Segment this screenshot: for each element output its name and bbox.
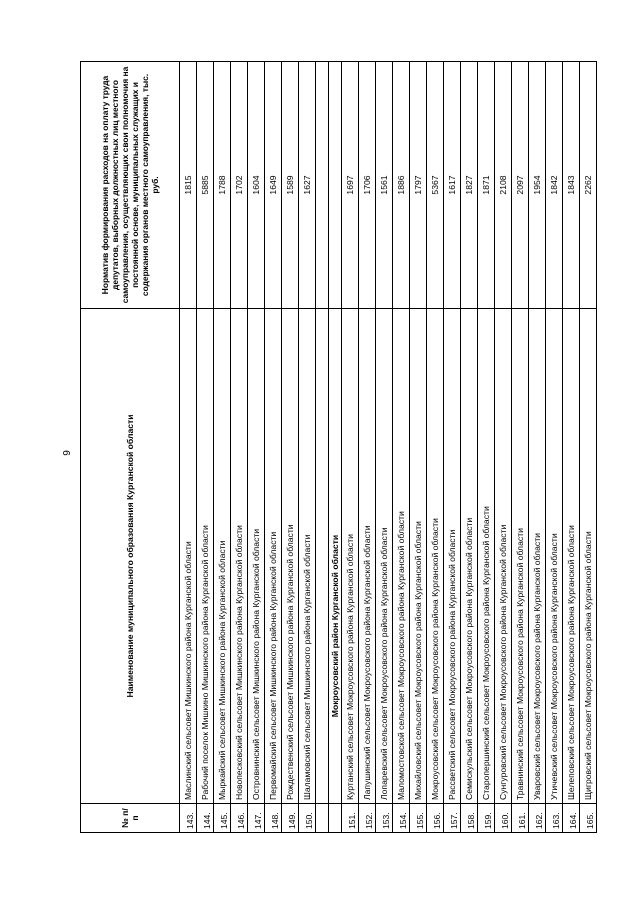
region-header-row [329, 61, 342, 832]
norm-value: 2262 [580, 61, 597, 308]
norm-value: 1702 [231, 61, 248, 308]
table-row [410, 61, 427, 832]
table-body-mishkino [180, 61, 316, 832]
row-number: 157. [444, 803, 461, 832]
row-number: 152. [359, 803, 376, 832]
row-number: 153. [376, 803, 393, 832]
municipality-name: Уваровский сельсовет Мокроусовского района Курганской области [529, 308, 546, 803]
norm-value: 1827 [461, 61, 478, 308]
table-row [197, 61, 214, 832]
table-row [180, 61, 197, 832]
municipality-name: Михайловский сельсовет Мокроусовского района Курганской области [410, 308, 427, 803]
norm-value: 2097 [512, 61, 529, 308]
row-number: 146. [231, 803, 248, 832]
table-row [359, 61, 376, 832]
row-number: 145. [214, 803, 231, 832]
row-number: 147. [248, 803, 265, 832]
municipality-name: Шелеповский сельсовет Мокроусовского района Курганской области [563, 308, 580, 803]
table-row [393, 61, 410, 832]
norm-value: 1788 [214, 61, 231, 308]
row-number: 150. [299, 803, 316, 832]
municipality-name: Щигровский сельсовет Мокроусовского района Курганской области [580, 308, 597, 803]
norm-value: 1706 [359, 61, 376, 308]
norm-value: 1604 [248, 61, 265, 308]
municipality-name: Лапушинский сельсовет Мокроусовского района Курганской области [359, 308, 376, 803]
rotated-page [62, 66, 595, 833]
row-number: 161. [512, 803, 529, 832]
municipality-name: Маслинский сельсовет Мишкинского района Курганской области [180, 308, 197, 803]
row-number: 144. [197, 803, 214, 832]
municipality-name: Старопершинский сельсовет Мокроусовского района Курганской области [478, 308, 495, 803]
row-number: 148. [265, 803, 282, 832]
table-row [282, 61, 299, 832]
spacer-row [316, 61, 329, 832]
row-number: 159. [478, 803, 495, 832]
spacer-cell [316, 803, 329, 832]
norm-value: 1589 [282, 61, 299, 308]
table-row [580, 61, 597, 832]
municipality-name: Рождественский сельсовет Мишкинского района Курганской области [282, 308, 299, 803]
municipality-name: Сунгуровский сельсовет Мокроусовского района Курганской области [495, 308, 512, 803]
row-number: 163. [546, 803, 563, 832]
region-title-cell [329, 308, 342, 803]
table-row [529, 61, 546, 832]
norm-value: 1649 [265, 61, 282, 308]
table-row [512, 61, 529, 832]
municipality-name: Куртанский сельсовет Мокроусовского района Курганской области [342, 308, 359, 803]
norm-value: 1797 [410, 61, 427, 308]
row-number: 156. [427, 803, 444, 832]
norm-value: 5885 [197, 61, 214, 308]
table-row [248, 61, 265, 832]
norm-value: 1815 [180, 61, 197, 308]
row-number: 165. [580, 803, 597, 832]
region-title: Мокроусовский район Курганской области [330, 534, 340, 717]
municipality-name: Травнинский сельсовет Мокроусовского района Курганской области [512, 308, 529, 803]
municipality-name: Лопаревский сельсовет Мокроусовского района Курганской области [376, 308, 393, 803]
municipality-name: Шаламовский сельсовет Мишкинского района Курганской области [299, 308, 316, 803]
norm-value: 1871 [478, 61, 495, 308]
table-row [444, 61, 461, 832]
norm-value: 1561 [376, 61, 393, 308]
table-row [214, 61, 231, 832]
norm-value: 1697 [342, 61, 359, 308]
municipality-name: Мокроусовский сельсовет Мокроусовского района Курганской области [427, 308, 444, 803]
row-number: 164. [563, 803, 580, 832]
municipality-name: Утичевский сельсовет Мокроусовского района Курганской области [546, 308, 563, 803]
column-header-norm: Норматив формирования расходов на оплату труда депутатов, выборных должностных лиц местного самоуправления, осуществляющих свои полномочия на постоянной основе, муниципальных служащих и содержания органов местного самоуправления, тыс. руб. [81, 61, 180, 308]
column-header-number: № п/п [81, 803, 180, 832]
municipality-name: Островнинский сельсовет Мишкинского района Курганской области [248, 308, 265, 803]
row-number: 143. [180, 803, 197, 832]
region-section [316, 61, 342, 832]
municipality-name: Маломостовской сельсовет Мокроусовского района Курганской области [393, 308, 410, 803]
municipality-name: Мыркайский сельсовет Мишкинского района Курганской области [214, 308, 231, 803]
row-number: 160. [495, 803, 512, 832]
table-row [342, 61, 359, 832]
table-row [546, 61, 563, 832]
table-row [376, 61, 393, 832]
page-number: 9 [62, 449, 73, 456]
norm-value: 1954 [529, 61, 546, 308]
table-body-mokrousovo [342, 61, 597, 832]
row-number: 158. [461, 803, 478, 832]
row-number: 151. [342, 803, 359, 832]
table-row [495, 61, 512, 832]
municipality-name: Семискульский сельсовет Мокроусовского района Курганской области [461, 308, 478, 803]
spacer-cell [316, 308, 329, 803]
row-number: 155. [410, 803, 427, 832]
row-number: 154. [393, 803, 410, 832]
norm-value: 2108 [495, 61, 512, 308]
table-row [461, 61, 478, 832]
region-number-cell [329, 803, 342, 832]
region-value-cell [329, 61, 342, 308]
municipality-name: Рассветский сельсовет Мокроусовского района Курганской области [444, 308, 461, 803]
norm-value: 1843 [563, 61, 580, 308]
norm-value: 5367 [427, 61, 444, 308]
spacer-cell [316, 61, 329, 308]
municipality-name: Рабочий поселок Мишкино Мишкинского района Курганской области [197, 308, 214, 803]
norm-value: 1842 [546, 61, 563, 308]
table-row [231, 61, 248, 832]
municipality-name: Новопесковский сельсовет Мишкинского района Курганской области [231, 308, 248, 803]
norm-value: 1886 [393, 61, 410, 308]
table-row [478, 61, 495, 832]
row-number: 149. [282, 803, 299, 832]
column-header-name: Наименование муниципального образования Курганской области [81, 308, 180, 803]
table-row [563, 61, 580, 832]
norm-value: 1617 [444, 61, 461, 308]
municipal-table [80, 61, 597, 833]
norm-value: 1627 [299, 61, 316, 308]
table-row [427, 61, 444, 832]
table-header-row [81, 61, 180, 832]
row-number: 162. [529, 803, 546, 832]
table-row [299, 61, 316, 832]
table-row [265, 61, 282, 832]
municipality-name: Первомайский сельсовет Мишкинского района Курганской области [265, 308, 282, 803]
